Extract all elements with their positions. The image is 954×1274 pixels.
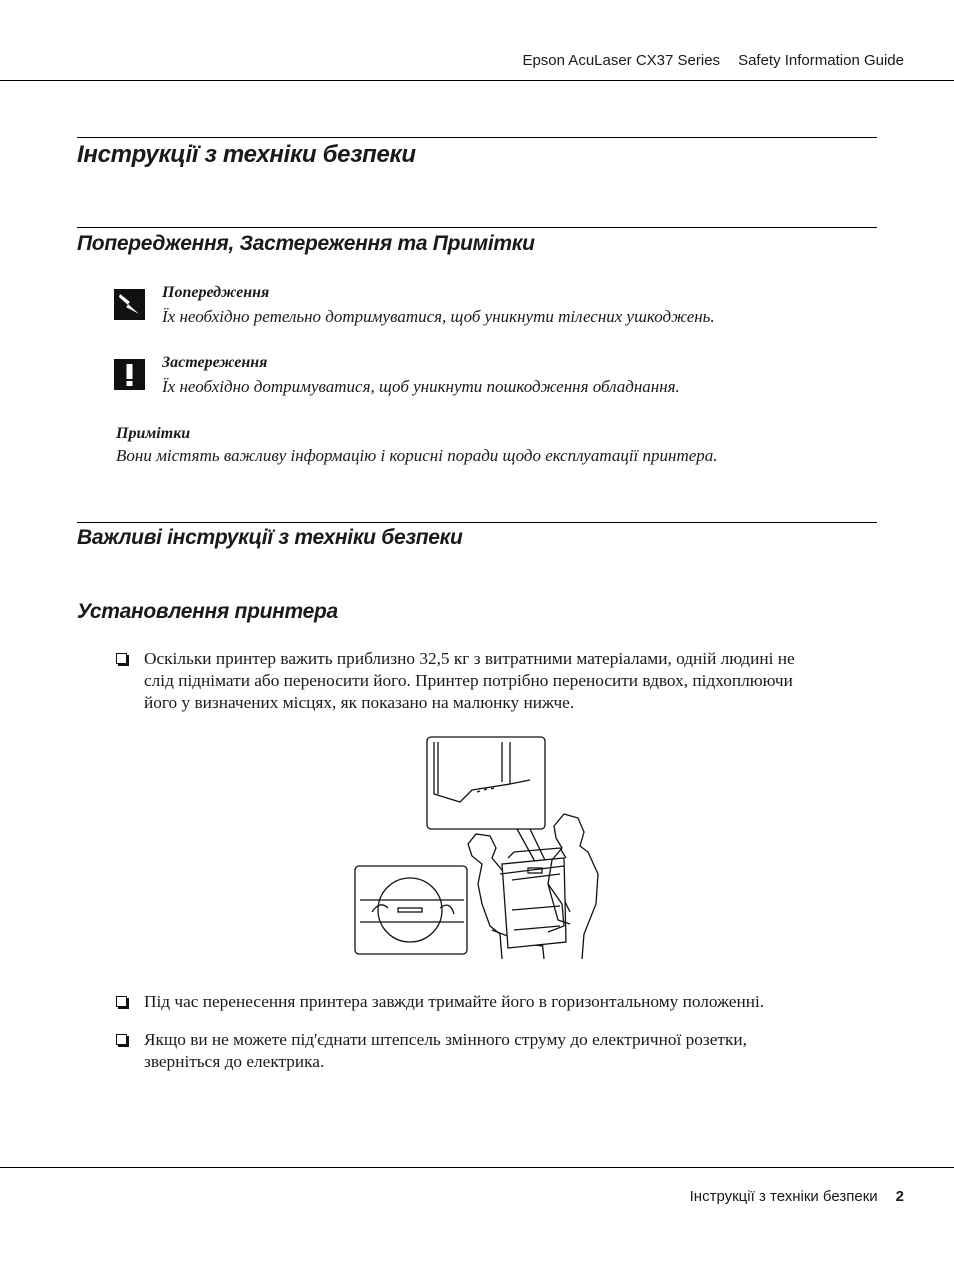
- section-heading-notices: Попередження, Застереження та Примітки: [77, 232, 535, 255]
- checkbox-bullet-icon: [116, 1034, 127, 1045]
- warning-title: Попередження: [162, 284, 270, 301]
- list-item: [116, 648, 896, 714]
- footer-section: Інструкції з техніки безпеки: [689, 1188, 878, 1205]
- checkbox-bullet-icon: [116, 653, 127, 664]
- warning-lightning-icon: [114, 289, 145, 320]
- header-guide-title: Safety Information Guide: [738, 52, 904, 69]
- note-text: Вони містять важливу інформацію і корисні поради щодо експлуатації принтера.: [116, 446, 718, 465]
- page-title: Інструкції з техніки безпеки: [77, 141, 416, 168]
- running-header: [522, 52, 904, 69]
- subheading-printer-setup: Установлення принтера: [77, 600, 338, 623]
- section-rule-important: [77, 522, 877, 523]
- list-item: [116, 991, 896, 1013]
- list-item: [116, 1029, 896, 1073]
- list-item-line: слід піднімати або переносити його. Принтер потрібно переносити вдвох, підхоплюючи: [144, 671, 793, 690]
- section-heading-important: Важливі інструкції з техніки безпеки: [77, 526, 463, 549]
- checkbox-bullet-icon: [116, 996, 127, 1007]
- note-title: Примітки: [116, 425, 191, 442]
- title-rule: [77, 137, 877, 138]
- list-item-line: Якщо ви не можете під'єднати штепсель змінного струму до електричної розетки,: [144, 1030, 747, 1049]
- printer-lifting-illustration: [352, 734, 602, 965]
- warning-text: Їх необхідно ретельно дотримуватися, щоб уникнути тілесних ушкоджень.: [162, 307, 715, 326]
- running-footer: [690, 1188, 904, 1205]
- list-item-line: Під час перенесення принтера завжди тримайте його в горизонтальному положенні.: [144, 992, 765, 1011]
- caution-title: Застереження: [162, 354, 268, 371]
- caution-text: Їх необхідно дотримуватися, щоб уникнути пошкодження обладнання.: [162, 377, 680, 396]
- list-item-line: зверніться до електрика.: [144, 1052, 325, 1071]
- page-number: 2: [895, 1188, 904, 1205]
- section-rule-notices: [77, 227, 877, 228]
- list-item-line: його у визначених місцях, як показано на малюнку нижче.: [144, 693, 575, 712]
- header-product: Epson AcuLaser CX37 Series: [522, 52, 721, 69]
- header-rule: [0, 80, 954, 81]
- list-item-line: Оскільки принтер важить приблизно 32,5 кг з витратними матеріалами, одній людині не: [144, 649, 795, 668]
- caution-exclamation-icon: [114, 359, 145, 390]
- footer-rule: [0, 1167, 954, 1168]
